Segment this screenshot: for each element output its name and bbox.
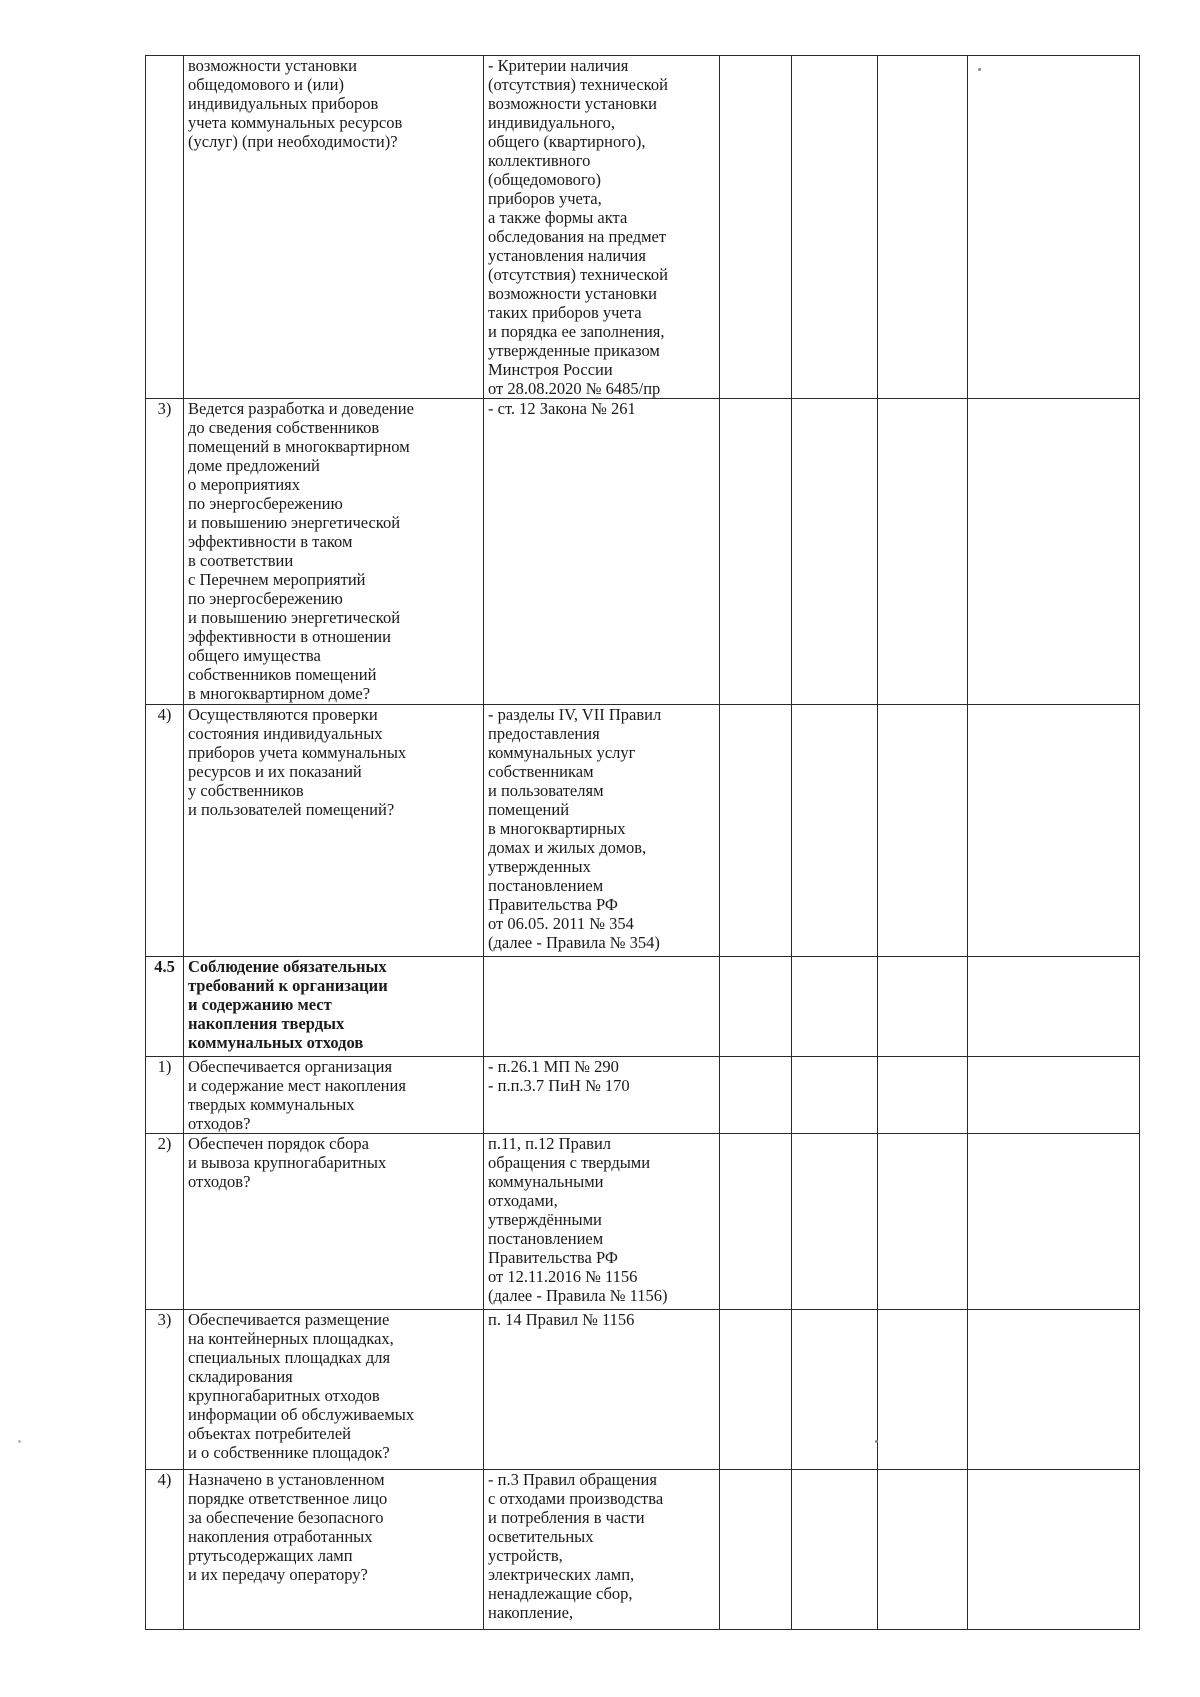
answer-na-cell — [878, 1310, 968, 1470]
row-number: 2) — [146, 1134, 184, 1310]
reference-cell: - п.3 Правил обращения с отходами производства и потребления в части осветительных устройств, электрических ламп, ненадлежащие сбор, накопление, — [484, 1470, 720, 1630]
note-cell — [968, 705, 1140, 957]
scan-speck — [978, 68, 981, 71]
answer-na-cell — [878, 399, 968, 705]
answer-yes-cell — [720, 1134, 792, 1310]
table-row — [146, 1310, 1140, 1470]
answer-na-cell — [878, 705, 968, 957]
note-cell — [968, 957, 1140, 1057]
reference-cell: - разделы IV, VII Правил предоставления коммунальных услуг собственникам и пользователям помещений в многоквартирных домах и жилых домов, утвержденных постановлением Правительства РФ от 06.05. 2011 № 354 (далее - Правила № 354) — [484, 705, 720, 957]
note-cell — [968, 56, 1140, 399]
answer-yes-cell — [720, 1310, 792, 1470]
reference-cell: п.11, п.12 Правил обращения с твердыми коммунальными отходами, утверждёнными постановлением Правительства РФ от 12.11.2016 № 1156 (далее - Правила № 1156) — [484, 1134, 720, 1310]
answer-no-cell — [792, 1057, 878, 1134]
question-cell: Осуществляются проверки состояния индивидуальных приборов учета коммунальных ресурсов и их показаний у собственников и пользователей помещений? — [184, 705, 484, 957]
table-row — [146, 1470, 1140, 1630]
question-cell: Обеспечивается размещение на контейнерных площадках, специальных площадках для складирования крупногабаритных отходов информации об обслуживаемых объектах потребителей и о собственнике площадок? — [184, 1310, 484, 1470]
table-row — [146, 705, 1140, 957]
row-number: 4) — [146, 705, 184, 957]
section-title: Соблюдение обязательных требований к организации и содержанию мест накопления твердых коммунальных отходов — [184, 957, 484, 1057]
answer-no-cell — [792, 1134, 878, 1310]
question-cell: Обеспечен порядок сбора и вывоза крупногабаритных отходов? — [184, 1134, 484, 1310]
table-row — [146, 1057, 1140, 1134]
reference-cell: - Критерии наличия (отсутствия) технической возможности установки индивидуального, общего (квартирного), коллективного (общедомового) приборов учета, а также формы акта обследования на предмет установления наличия (отсутствия) технической возможности установки таких приборов учета и порядка ее заполнения, утвержденные приказом Минстроя России от 28.08.2020 № 6485/пр — [484, 56, 720, 399]
answer-no-cell — [792, 56, 878, 399]
answer-no-cell — [792, 957, 878, 1057]
answer-no-cell — [792, 399, 878, 705]
note-cell — [968, 1057, 1140, 1134]
answer-no-cell — [792, 1470, 878, 1630]
answer-yes-cell — [720, 1057, 792, 1134]
row-number: 1) — [146, 1057, 184, 1134]
answer-na-cell — [878, 957, 968, 1057]
reference-cell: - ст. 12 Закона № 261 — [484, 399, 720, 705]
answer-na-cell — [878, 56, 968, 399]
row-number: 4) — [146, 1470, 184, 1630]
section-number: 4.5 — [146, 957, 184, 1057]
answer-na-cell — [878, 1134, 968, 1310]
table-row — [146, 56, 1140, 399]
note-cell — [968, 1310, 1140, 1470]
row-number: 3) — [146, 399, 184, 705]
answer-yes-cell — [720, 56, 792, 399]
answer-yes-cell — [720, 1470, 792, 1630]
note-cell — [968, 1134, 1140, 1310]
answer-yes-cell — [720, 957, 792, 1057]
question-cell: возможности установки общедомового и (или) индивидуальных приборов учета коммунальных ресурсов (услуг) (при необходимости)? — [184, 56, 484, 399]
scan-speck — [18, 1440, 21, 1443]
table-row-section — [146, 957, 1140, 1057]
checklist-table — [145, 55, 1140, 1630]
answer-no-cell — [792, 1310, 878, 1470]
table-row — [146, 399, 1140, 705]
question-cell: Ведется разработка и доведение до сведения собственников помещений в многоквартирном доме предложений о мероприятиях по энергосбережению и повышению энергетической эффективности в таком в соответствии с Перечнем мероприятий по энергосбережению и повышению энергетической эффективности в отношении общего имущества собственников помещений в многоквартирном доме? — [184, 399, 484, 705]
note-cell — [968, 1470, 1140, 1630]
question-cell: Обеспечивается организация и содержание мест накопления твердых коммунальных отходов? — [184, 1057, 484, 1134]
reference-cell: - п.26.1 МП № 290 - п.п.3.7 ПиН № 170 — [484, 1057, 720, 1134]
table-row — [146, 1134, 1140, 1310]
row-number: 3) — [146, 1310, 184, 1470]
row-number — [146, 56, 184, 399]
question-cell: Назначено в установленном порядке ответственное лицо за обеспечение безопасного накопления отработанных ртутьсодержащих ламп и их передачу оператору? — [184, 1470, 484, 1630]
scan-speck — [875, 1440, 878, 1443]
reference-cell — [484, 957, 720, 1057]
reference-cell: п. 14 Правил № 1156 — [484, 1310, 720, 1470]
answer-yes-cell — [720, 705, 792, 957]
note-cell — [968, 399, 1140, 705]
answer-yes-cell — [720, 399, 792, 705]
answer-na-cell — [878, 1470, 968, 1630]
answer-no-cell — [792, 705, 878, 957]
answer-na-cell — [878, 1057, 968, 1134]
